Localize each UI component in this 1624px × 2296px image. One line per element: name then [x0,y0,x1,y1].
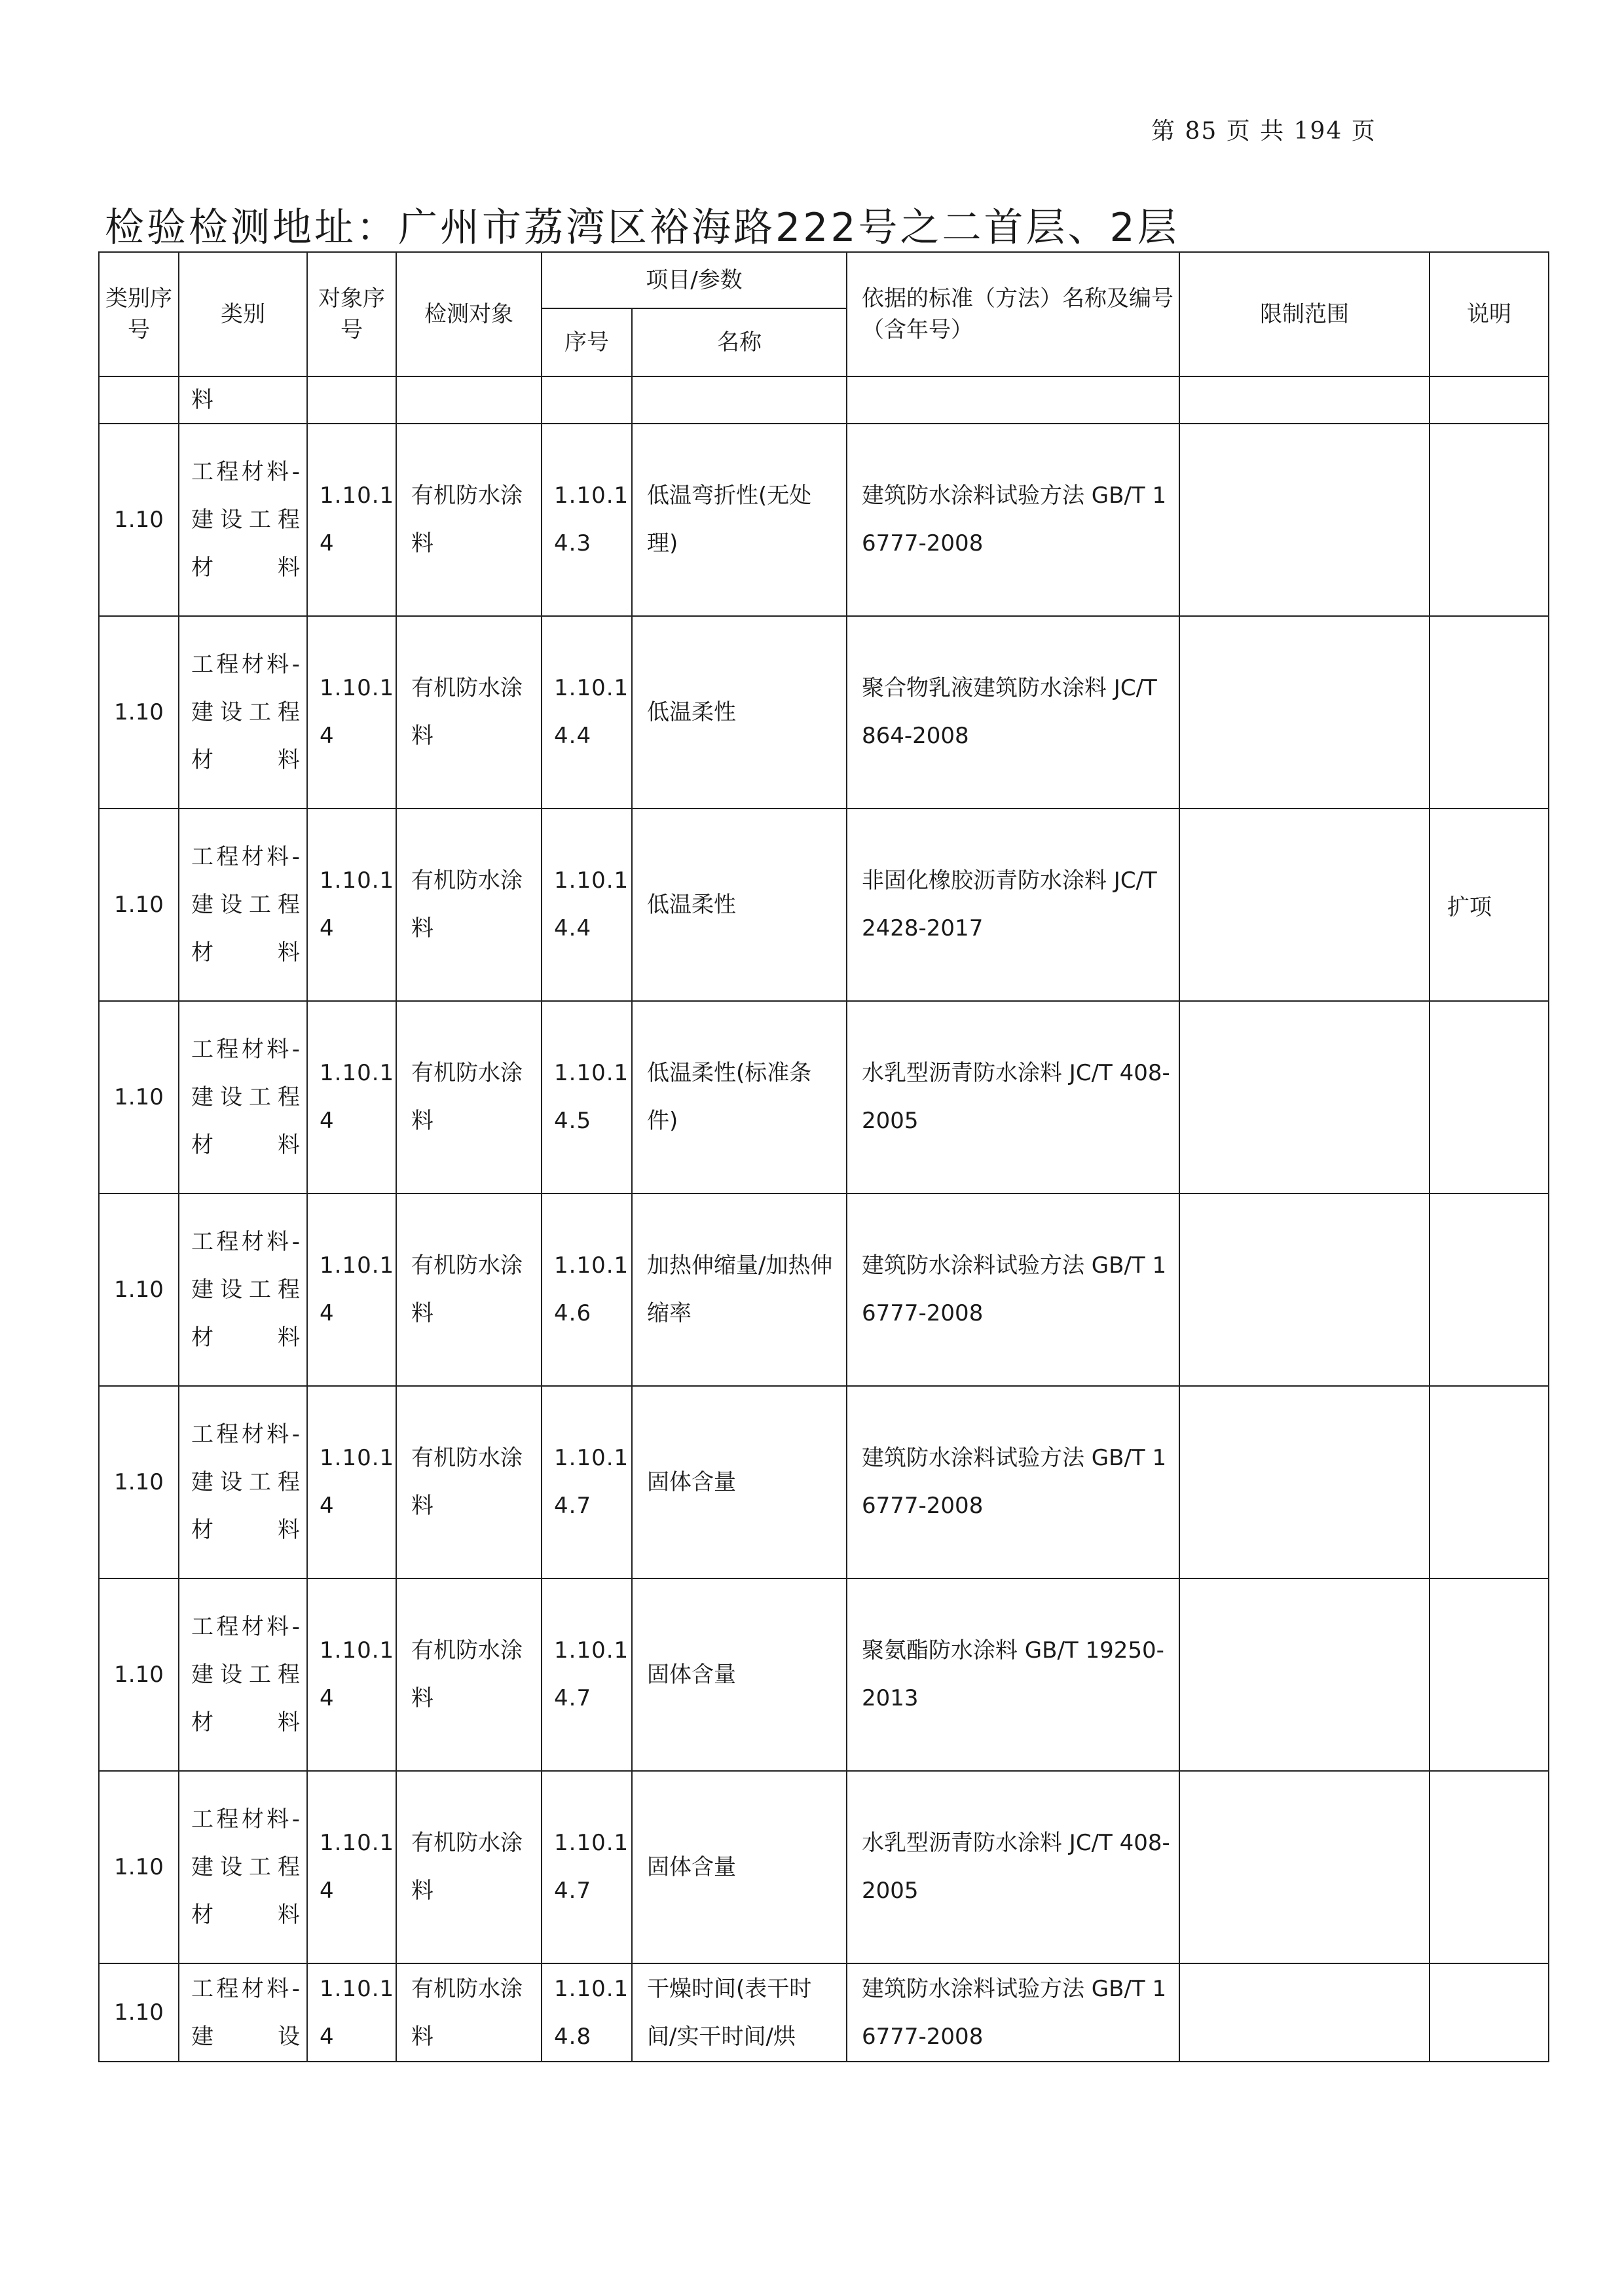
page-number: 第 85 页 共 194 页 [1151,118,1376,145]
cell-category-seq: 1.10 [99,424,179,616]
cell-category: 料 [179,376,307,424]
cell-object: 有机防水涂料 [396,1194,542,1386]
cell-item-name: 固体含量 [632,1578,847,1771]
cell-item-seq: 1.10.14.7 [542,1386,632,1578]
cell-item-name: 固体含量 [632,1386,847,1578]
table-row [99,424,1549,616]
cell-object-seq: 1.10.14 [307,1771,396,1963]
header-item-seq: 序号 [542,308,632,376]
cell-object: 有机防水涂料 [396,424,542,616]
cell-standard: 水乳型沥青防水涂料 JC/T 408-2005 [847,1771,1179,1963]
cell-note: 扩项 [1430,809,1549,1001]
cell-item-seq: 1.10.14.5 [542,1001,632,1194]
cell-object-seq: 1.10.14 [307,424,396,616]
header-object: 检测对象 [396,252,542,376]
cell-item-name [632,376,847,424]
cell-item-name: 低温柔性 [632,616,847,809]
cell-item-seq: 1.10.14.7 [542,1771,632,1963]
table-row [99,809,1549,1001]
cell-note [1430,1963,1549,2062]
testing-items-table [98,251,1549,2062]
cell-limit [1179,1771,1430,1963]
cell-category: 工程材料-建设工程材料 [179,616,307,809]
header-category: 类别 [179,252,307,376]
cell-item-seq: 1.10.14.6 [542,1194,632,1386]
cell-object: 有机防水涂料 [396,1578,542,1771]
cell-item-seq: 1.10.14.3 [542,424,632,616]
cell-category-seq: 1.10 [99,1001,179,1194]
cell-category: 工程材料-建设工程材料 [179,1578,307,1771]
cell-object-seq: 1.10.14 [307,1963,396,2062]
table-row [99,1578,1549,1771]
cell-limit [1179,616,1430,809]
cell-object-seq: 1.10.14 [307,1194,396,1386]
cell-limit [1179,1963,1430,2062]
cell-object: 有机防水涂料 [396,1771,542,1963]
cell-note [1430,1578,1549,1771]
header-standard: 依据的标准（方法）名称及编号（含年号） [847,252,1179,376]
table-row [99,1386,1549,1578]
table-row [99,1001,1549,1194]
cell-category-seq [99,376,179,424]
cell-object: 有机防水涂料 [396,1001,542,1194]
table-row [99,616,1549,809]
header-object-seq: 对象序号 [307,252,396,376]
cell-standard: 建筑防水涂料试验方法 GB/T 16777-2008 [847,1386,1179,1578]
cell-item-name: 低温柔性(标准条件) [632,1001,847,1194]
cell-item-name: 固体含量 [632,1771,847,1963]
cell-category: 工程材料-建设工程材料 [179,809,307,1001]
cell-category: 工程材料-建设工程材料 [179,1386,307,1578]
cell-category: 工程材料-建设工程材料 [179,1771,307,1963]
cell-object: 有机防水涂料 [396,1386,542,1578]
table-row [99,1771,1549,1963]
cell-note [1430,1194,1549,1386]
table-row [99,1194,1549,1386]
cell-category-seq: 1.10 [99,1771,179,1963]
cell-category-seq: 1.10 [99,1386,179,1578]
cell-object-seq: 1.10.14 [307,809,396,1001]
cell-category-seq: 1.10 [99,1963,179,2062]
cell-standard: 建筑防水涂料试验方法 GB/T 16777-2008 [847,1963,1179,2062]
cell-item-seq: 1.10.14.7 [542,1578,632,1771]
cell-standard: 非固化橡胶沥青防水涂料 JC/T 2428-2017 [847,809,1179,1001]
cell-object-seq: 1.10.14 [307,1001,396,1194]
cell-object-seq: 1.10.14 [307,1578,396,1771]
cell-object: 有机防水涂料 [396,1963,542,2062]
cell-limit [1179,1194,1430,1386]
cell-limit [1179,424,1430,616]
cell-note [1430,424,1549,616]
table-row-continuation [99,376,1549,424]
cell-item-seq: 1.10.14.4 [542,809,632,1001]
cell-category: 工程材料-建设工程材料 [179,424,307,616]
cell-object-seq: 1.10.14 [307,616,396,809]
header-note: 说明 [1430,252,1549,376]
cell-note [1430,616,1549,809]
cell-standard: 建筑防水涂料试验方法 GB/T 16777-2008 [847,1194,1179,1386]
cell-limit [1179,376,1430,424]
header-category-seq: 类别序号 [99,252,179,376]
cell-object-seq: 1.10.14 [307,1386,396,1578]
cell-limit [1179,1001,1430,1194]
table-row-partial [99,1963,1549,2062]
cell-category: 工程材料-建设工程材料 [179,1194,307,1386]
header-item-param: 项目/参数 [542,252,847,308]
cell-object: 有机防水涂料 [396,809,542,1001]
cell-item-name: 低温弯折性(无处理) [632,424,847,616]
cell-object [396,376,542,424]
cell-item-name: 干燥时间(表干时间/实干时间/烘 [632,1963,847,2062]
cell-item-seq: 1.10.14.8 [542,1963,632,2062]
cell-category: 工程材料-建设工程材料 [179,1001,307,1194]
cell-note [1430,376,1549,424]
cell-standard: 水乳型沥青防水涂料 JC/T 408-2005 [847,1001,1179,1194]
cell-note [1430,1771,1549,1963]
cell-limit [1179,1386,1430,1578]
testing-address: 检验检测地址：广州市荔湾区裕海路222号之二首层、2层 [105,205,1179,251]
cell-item-seq: 1.10.14.4 [542,616,632,809]
cell-category-seq: 1.10 [99,1578,179,1771]
cell-item-seq [542,376,632,424]
cell-limit [1179,1578,1430,1771]
cell-object: 有机防水涂料 [396,616,542,809]
cell-item-name: 加热伸缩量/加热伸缩率 [632,1194,847,1386]
cell-standard: 建筑防水涂料试验方法 GB/T 16777-2008 [847,424,1179,616]
cell-note [1430,1386,1549,1578]
cell-item-name: 低温柔性 [632,809,847,1001]
cell-category-seq: 1.10 [99,809,179,1001]
cell-note [1430,1001,1549,1194]
cell-category-seq: 1.10 [99,1194,179,1386]
header-limit: 限制范围 [1179,252,1430,376]
cell-category: 工程材料-建设 [179,1963,307,2062]
cell-category-seq: 1.10 [99,616,179,809]
header-item-name: 名称 [632,308,847,376]
cell-standard [847,376,1179,424]
cell-limit [1179,809,1430,1001]
cell-standard: 聚合物乳液建筑防水涂料 JC/T 864-2008 [847,616,1179,809]
cell-object-seq [307,376,396,424]
cell-standard: 聚氨酯防水涂料 GB/T 19250-2013 [847,1578,1179,1771]
